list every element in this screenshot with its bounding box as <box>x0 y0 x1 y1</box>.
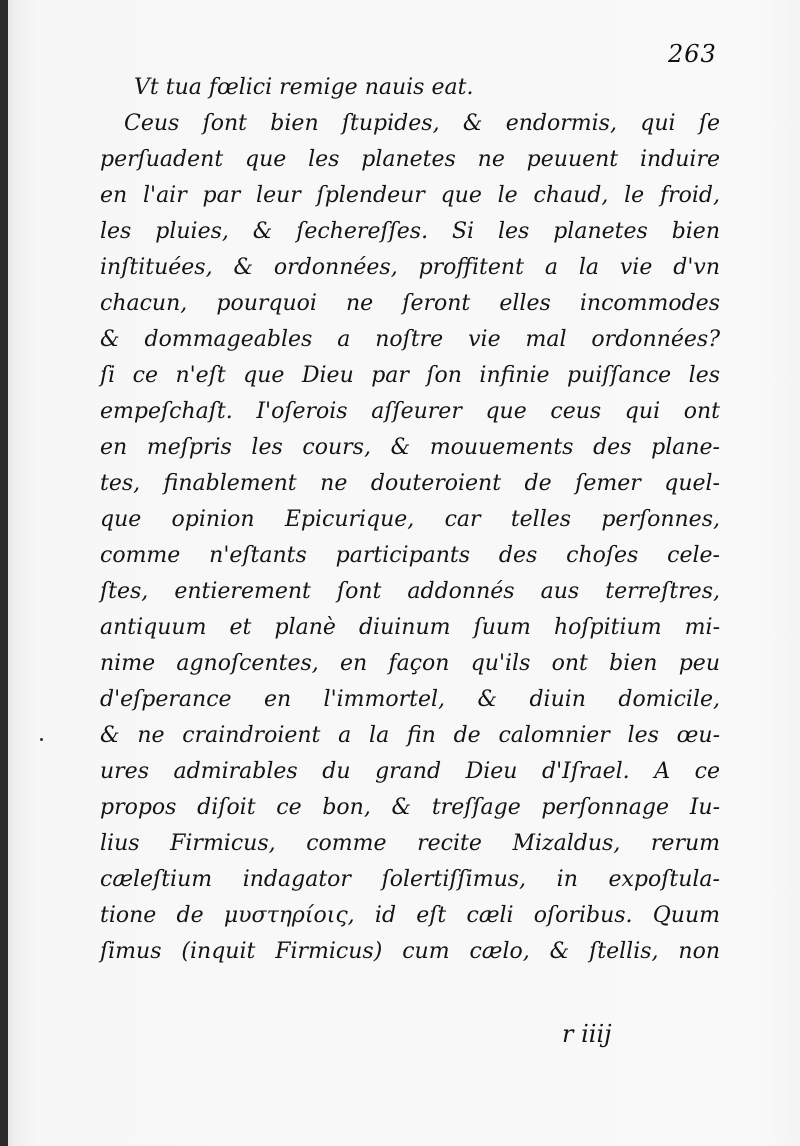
text-line: chacun, pourquoi ne ſeront elles incommodes <box>100 291 720 316</box>
text-line: d'eſperance en l'immortel, & diuin domicile, <box>100 687 720 712</box>
text-line: perſuadent que les planetes ne peuuent induire <box>100 147 720 172</box>
text-line: nime agnoſcentes, en façon qu'ils ont bien peu <box>100 651 720 676</box>
text-line: comme n'eſtants participants des choſes cele- <box>100 543 720 568</box>
page-binding-shadow <box>0 0 8 1146</box>
text-line: ſimus (inquit Firmicus) cum cælo, & ſtellis, non <box>100 939 720 964</box>
text-line: antiquum et planè diuinum ſuum hoſpitium mi- <box>100 615 720 640</box>
text-line: lius Firmicus, comme recite Mizaldus, rerum <box>100 831 720 856</box>
text-line: Vt tua fœlici remige nauis eat. <box>134 75 474 100</box>
text-line: ſtes, entierement ſont addonnés aus terreſtres, <box>100 579 720 604</box>
text-line: en meſpris les cours, & mouuements des plane- <box>100 435 720 460</box>
text-line: Ceus ſont bien ſtupides, & endormis, qui ſe <box>124 111 720 136</box>
text-line: que opinion Epicurique, car telles perſonnes, <box>100 507 720 532</box>
text-line: propos diſoit ce bon, & treſſage perſonnage Iu- <box>100 795 720 820</box>
margin-ink-mark <box>40 738 43 741</box>
text-line: & ne craindroient a la fin de calomnier les œu- <box>100 723 720 748</box>
text-line: inſtituées, & ordonnées, proffitent a la vie d'vn <box>100 255 720 280</box>
text-line: tione de μυστηρίοις, id eſt cæli oſoribus. Quum <box>100 903 720 928</box>
page-number: 263 <box>668 40 717 68</box>
text-line: ſi ce n'eſt que Dieu par ſon infinie puiſſance les <box>100 363 720 388</box>
text-line: tes, finablement ne douteroient de ſemer quel- <box>100 471 720 496</box>
text-line: cæleſtium indagator ſolertiſſimus, in expoſtula- <box>100 867 720 892</box>
text-line: empeſchaſt. I'oſerois aſſeurer que ceus qui ont <box>100 399 720 424</box>
text-line: en l'air par leur ſplendeur que le chaud, le froid, <box>100 183 720 208</box>
signature-mark: r iiij <box>562 1020 612 1048</box>
text-line: & dommageables a noſtre vie mal ordonnées? <box>100 327 720 352</box>
text-line: les pluies, & ſechereſſes. Si les planetes bien <box>100 219 720 244</box>
text-line: ures admirables du grand Dieu d'Iſrael. A ce <box>100 759 720 784</box>
